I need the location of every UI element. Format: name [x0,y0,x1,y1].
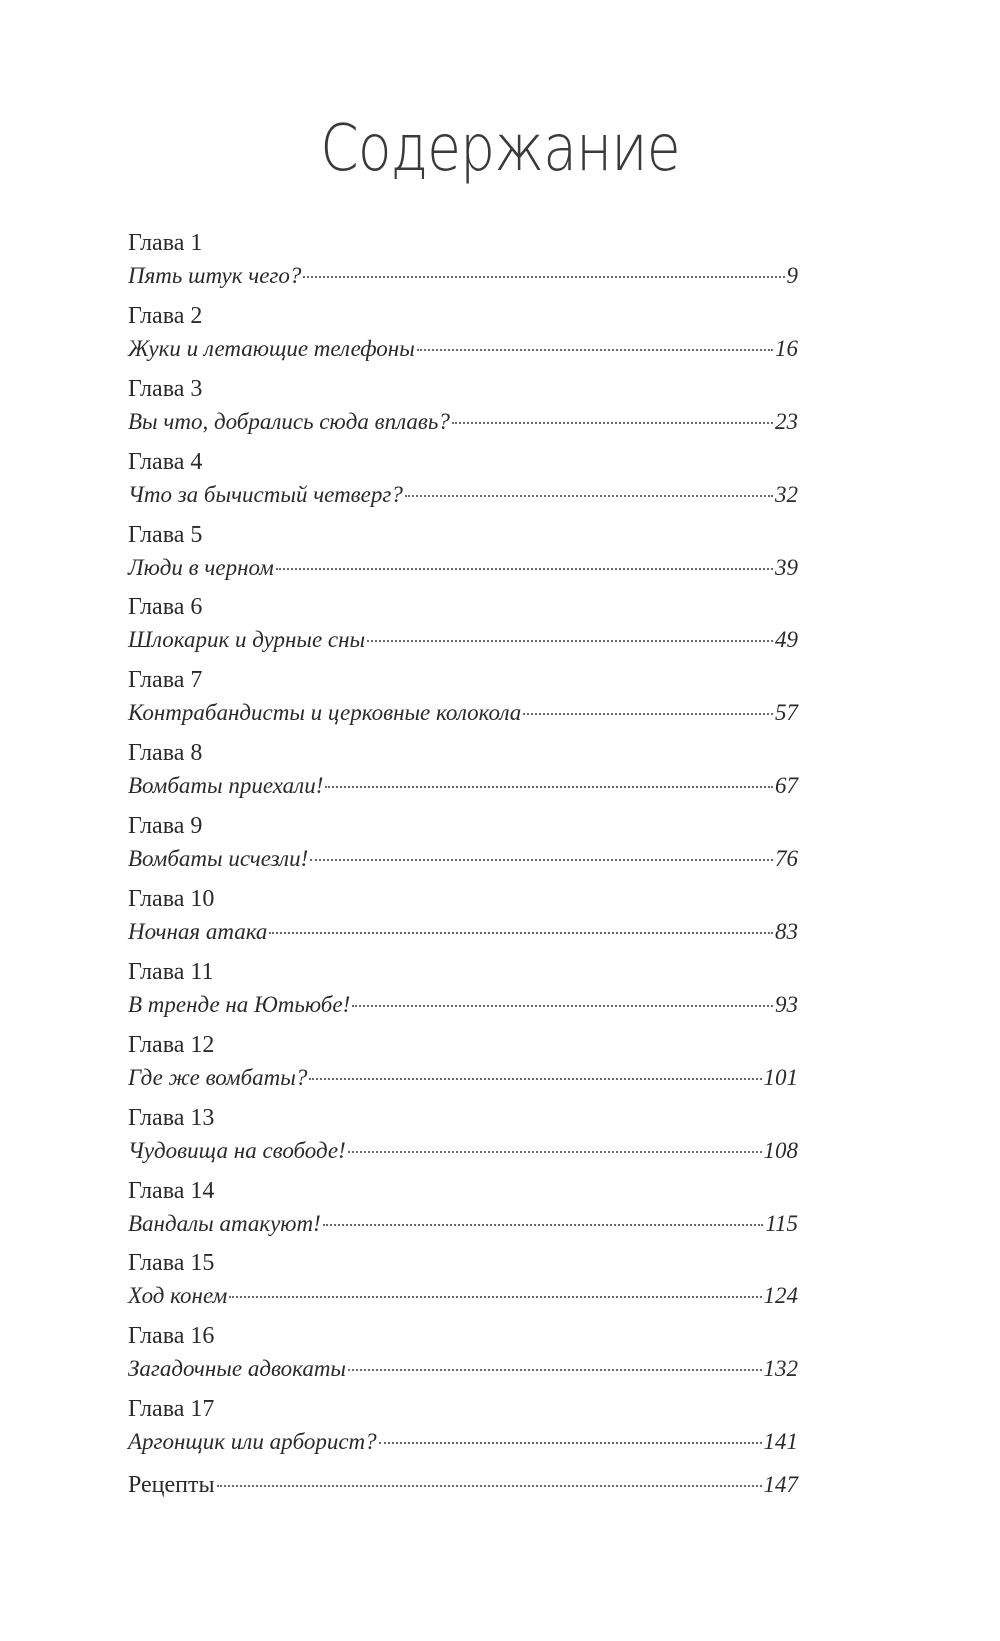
entry-title: Вы что, добрались сюда вплавь? [128,408,450,434]
dot-leader [348,1151,762,1153]
dot-leader [417,349,773,351]
entry-title: Рецепты [128,1472,215,1499]
chapter-label: Глава 3 [128,375,203,402]
toc-entry[interactable] [128,770,798,802]
dot-leader [269,932,773,934]
dot-leader [309,1078,761,1080]
entry-page-number: 147 [763,1472,798,1498]
toc-chapter [128,663,798,736]
chapter-label: Глава 1 [128,230,203,256]
toc-chapter [128,955,798,1028]
dot-leader [348,1369,761,1371]
chapter-label: Глава 9 [128,813,203,840]
toc-chapter [128,1246,798,1319]
page-title: Содержание [320,112,680,186]
entry-page-number: 93 [775,991,798,1017]
toc-entry[interactable] [128,1208,798,1240]
chapter-label: Глава 12 [128,1031,215,1058]
toc-chapter [128,226,798,299]
toc-entry[interactable] [128,916,798,948]
entry-page-number: 23 [775,408,798,434]
dot-leader [323,1224,763,1226]
entry-page-number: 57 [775,700,798,726]
dot-leader [276,568,773,570]
toc-entry-recipes[interactable] [128,1469,798,1501]
entry-page-number: 49 [775,627,798,653]
toc-entry[interactable] [128,260,798,292]
toc-entry[interactable] [128,333,798,365]
chapter-label: Глава 10 [128,886,215,913]
dot-leader [405,495,773,497]
toc-entry[interactable] [128,1353,798,1385]
entry-title: Чудовища на свободе! [128,1137,346,1163]
chapter-label: Глава 4 [128,448,203,475]
toc-chapter [128,372,798,445]
entry-title: Аргонщик или арборист? [128,1429,377,1455]
entry-title: Что за бычистый четверг? [128,481,403,507]
entry-page-number: 39 [775,554,798,580]
toc-entry[interactable] [128,989,798,1021]
entry-title: Ночная атака [128,919,268,945]
entry-page-number: 76 [775,846,798,872]
entry-title: Загадочные адвокаты [128,1356,347,1382]
entry-title: В тренде на Ютьюбе! [128,991,351,1017]
chapter-list [128,226,798,1465]
entry-title: Вандалы атакуют! [128,1210,321,1236]
toc-chapter [128,1319,798,1392]
entry-page-number: 101 [763,1064,798,1090]
entry-page-number: 108 [763,1137,798,1163]
toc-entry[interactable] [128,1280,798,1312]
chapter-label: Глава 14 [128,1177,215,1204]
dot-leader [229,1296,761,1298]
toc-chapter [128,809,798,882]
toc-entry[interactable] [128,843,798,875]
dot-leader [379,1442,762,1444]
chapter-label: Глава 7 [128,667,203,694]
toc-entry[interactable] [128,624,798,656]
toc-chapter [128,882,798,955]
toc-chapter [128,736,798,809]
chapter-label: Глава 2 [128,302,203,329]
entry-page-number: 115 [765,1210,798,1236]
table-of-contents [128,226,798,1501]
chapter-label: Глава 17 [128,1396,215,1423]
entry-page-number: 124 [763,1283,798,1309]
chapter-label: Глава 13 [128,1104,215,1131]
chapter-label: Глава 15 [128,1250,215,1277]
toc-chapter [128,445,798,518]
toc-chapter [128,590,798,663]
chapter-label: Глава 8 [128,740,203,767]
toc-entry[interactable] [128,406,798,438]
entry-title: Вомбаты исчезли! [128,846,309,872]
dot-leader [310,859,773,861]
dot-leader [217,1485,762,1487]
toc-chapter [128,1392,798,1465]
chapter-label: Глава 6 [128,594,203,621]
dot-leader [523,713,773,715]
dot-leader [452,422,773,424]
entry-page-number: 9 [786,263,798,288]
entry-title: Где же вомбаты? [128,1064,308,1090]
toc-entry[interactable] [128,1426,798,1458]
entry-page-number: 67 [775,773,798,799]
chapter-label: Глава 16 [128,1323,215,1350]
entry-title: Шлокарик и дурные сны [128,627,366,653]
dot-leader [367,640,773,642]
dot-leader [303,276,784,278]
toc-chapter [128,1028,798,1101]
entry-page-number: 32 [775,481,798,507]
chapter-label: Глава 11 [128,958,214,985]
entry-page-number: 132 [763,1356,798,1382]
toc-entry[interactable] [128,1062,798,1094]
dot-leader [325,786,773,788]
toc-entry[interactable] [128,697,798,729]
toc-entry[interactable] [128,479,798,511]
entry-title: Люди в черном [128,554,274,580]
entry-title: Ход конем [128,1283,228,1309]
entry-page-number: 141 [763,1429,798,1455]
entry-title: Вомбаты приехали! [128,773,324,799]
entry-title: Жуки и летающие телефоны [128,335,415,361]
toc-chapter [128,1174,798,1247]
toc-entry[interactable] [128,552,798,584]
entry-title: Контрабандисты и церковные колокола [128,700,522,726]
chapter-label: Глава 5 [128,521,203,548]
toc-chapter [128,518,798,591]
dot-leader [352,1005,773,1007]
toc-entry[interactable] [128,1135,798,1167]
entry-page-number: 83 [775,919,798,945]
entry-title: Пять штук чего? [128,263,302,288]
toc-chapter [128,1101,798,1174]
entry-page-number: 16 [775,335,798,361]
toc-chapter [128,299,798,372]
